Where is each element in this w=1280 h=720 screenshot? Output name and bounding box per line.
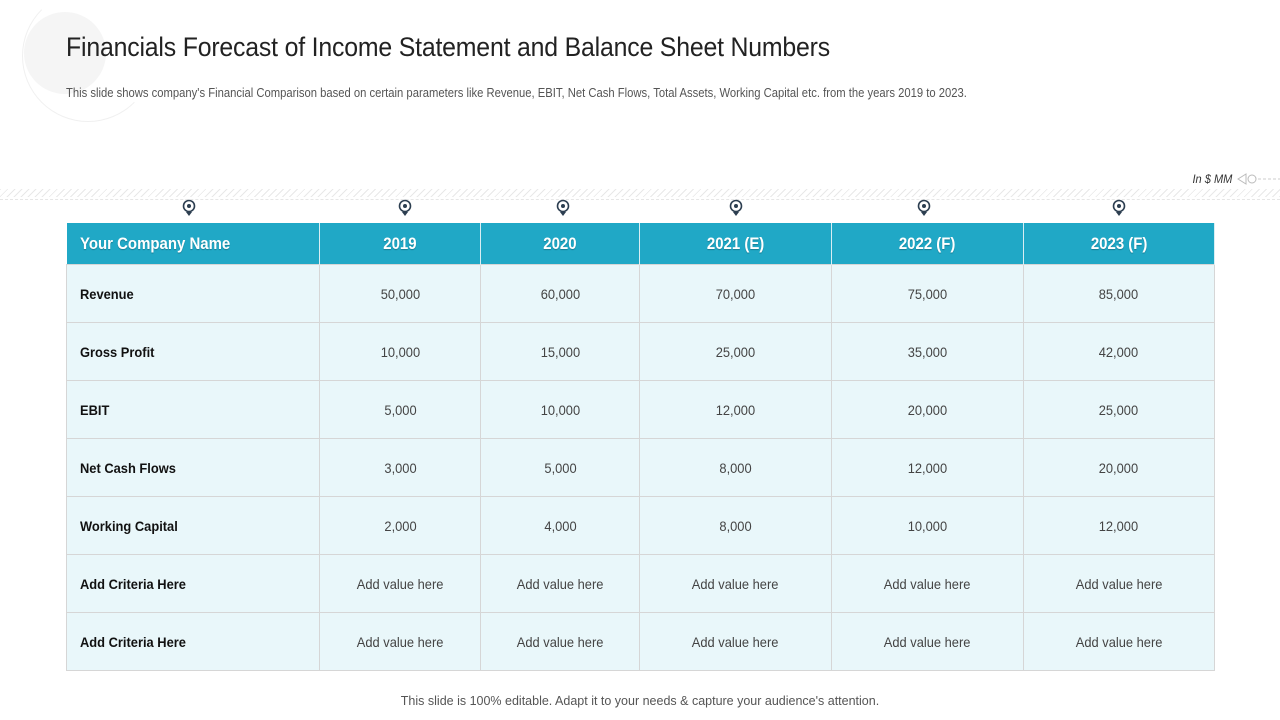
table-cell[interactable]: 70,000: [640, 265, 831, 323]
header-year-2020[interactable]: 2020: [481, 223, 640, 265]
table-cell[interactable]: 20,000: [1023, 439, 1214, 497]
table-cell[interactable]: Add value here: [640, 613, 831, 671]
table-cell[interactable]: 10,000: [481, 381, 640, 439]
table-cell[interactable]: 60,000: [481, 265, 640, 323]
header-year-2021[interactable]: 2021 (E): [640, 223, 831, 265]
table-row: [67, 497, 1215, 555]
table-cell[interactable]: 20,000: [831, 381, 1023, 439]
table-cell[interactable]: 12,000: [831, 439, 1023, 497]
table-cell[interactable]: 5,000: [320, 381, 481, 439]
table-cell[interactable]: 4,000: [481, 497, 640, 555]
location-pin-icon: [1111, 199, 1127, 217]
table-cell[interactable]: 25,000: [1023, 381, 1214, 439]
table-cell[interactable]: 42,000: [1023, 323, 1214, 381]
table-cell[interactable]: Add value here: [481, 613, 640, 671]
row-label[interactable]: Net Cash Flows: [67, 439, 320, 497]
unit-label[interactable]: In $ MM: [1192, 172, 1232, 186]
row-label[interactable]: Revenue: [67, 265, 320, 323]
row-label[interactable]: EBIT: [67, 381, 320, 439]
table-cell[interactable]: 12,000: [1023, 497, 1214, 555]
table-cell[interactable]: 15,000: [481, 323, 640, 381]
table-cell[interactable]: 8,000: [640, 497, 831, 555]
table-cell[interactable]: 75,000: [831, 265, 1023, 323]
table-cell[interactable]: 5,000: [481, 439, 640, 497]
footer-note[interactable]: This slide is 100% editable. Adapt it to your needs & capture your audience's attention.: [400, 694, 880, 708]
table-cell[interactable]: Add value here: [320, 555, 481, 613]
table-cell[interactable]: 3,000: [320, 439, 481, 497]
slide-subtitle[interactable]: This slide shows company's Financial Comparison based on certain parameters like Revenue, EBIT, Net Cash Flows, Total Assets, Working Capital etc. from the years 2019 to 2023.: [66, 86, 967, 100]
table-cell[interactable]: 10,000: [831, 497, 1023, 555]
location-pin-icon: [555, 199, 571, 217]
table-row: [67, 439, 1215, 497]
row-label[interactable]: Gross Profit: [67, 323, 320, 381]
table-cell[interactable]: 10,000: [320, 323, 481, 381]
location-pin-icon: [181, 199, 197, 217]
table-row: [67, 381, 1215, 439]
row-label[interactable]: Add Criteria Here: [67, 613, 320, 671]
table-cell[interactable]: 85,000: [1023, 265, 1214, 323]
table-cell[interactable]: Add value here: [1023, 613, 1214, 671]
table-cell[interactable]: 50,000: [320, 265, 481, 323]
table-cell[interactable]: 2,000: [320, 497, 481, 555]
header-company-name[interactable]: Your Company Name: [67, 223, 320, 265]
location-pin-icon: [916, 199, 932, 217]
row-label[interactable]: Add Criteria Here: [67, 555, 320, 613]
header-year-2019[interactable]: 2019: [320, 223, 481, 265]
financials-table: [66, 223, 1215, 671]
table-header-row: [67, 223, 1215, 265]
table-cell[interactable]: 12,000: [640, 381, 831, 439]
header-year-2023[interactable]: 2023 (F): [1023, 223, 1214, 265]
table-cell[interactable]: Add value here: [831, 613, 1023, 671]
slide-title[interactable]: Financials Forecast of Income Statement and Balance Sheet Numbers: [66, 32, 831, 62]
table-cell[interactable]: 25,000: [640, 323, 831, 381]
table-cell[interactable]: Add value here: [481, 555, 640, 613]
table-cell[interactable]: 35,000: [831, 323, 1023, 381]
arrow-left-icon: [1236, 172, 1280, 186]
header-year-2022[interactable]: 2022 (F): [831, 223, 1023, 265]
location-pin-icon: [397, 199, 413, 217]
table-cell[interactable]: Add value here: [320, 613, 481, 671]
table-row: [67, 613, 1215, 671]
hatched-divider: [0, 189, 1280, 197]
table-cell[interactable]: 8,000: [640, 439, 831, 497]
table-row: [67, 323, 1215, 381]
table-cell[interactable]: Add value here: [1023, 555, 1214, 613]
table-cell[interactable]: Add value here: [640, 555, 831, 613]
table-row: [67, 555, 1215, 613]
location-pin-icon: [728, 199, 744, 217]
row-label[interactable]: Working Capital: [67, 497, 320, 555]
table-row: [67, 265, 1215, 323]
table-cell[interactable]: Add value here: [831, 555, 1023, 613]
